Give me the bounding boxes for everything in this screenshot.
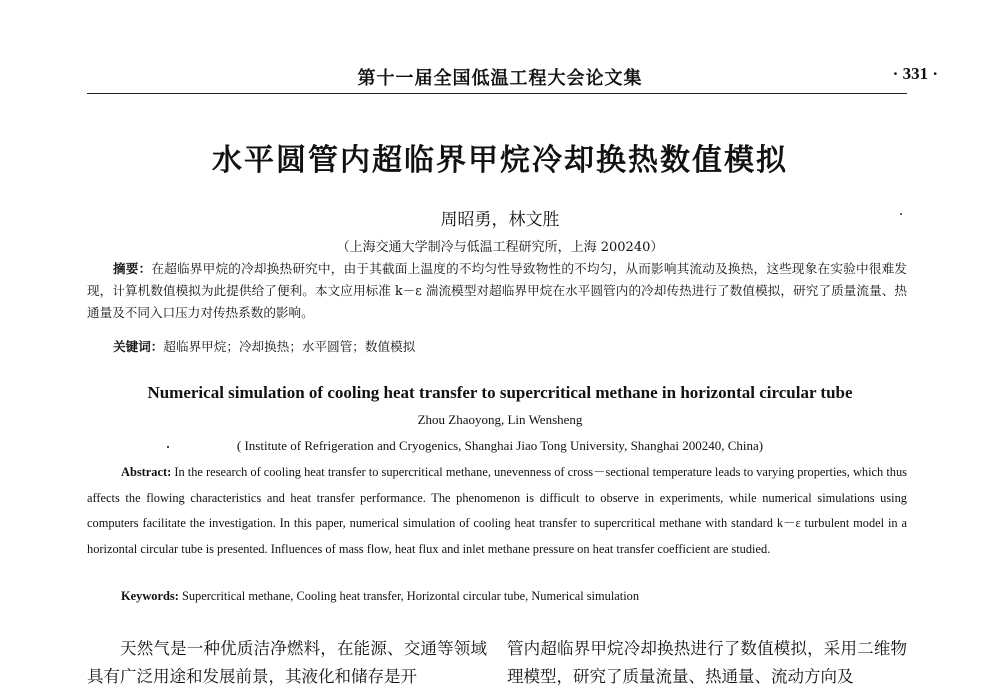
abstract-cn-text: 在超临界甲烷的冷却换热研究中，由于其截面上温度的不均匀性导致物性的不均匀，从而影响其流动及换热，这些现象在实验中很难发现，计算机数值模拟为此提供给了便利。本文应用标准 k－ε 湍流模型对超临界甲烷在水平圆管内的冷却传热进行了数值模拟，研究了质量流量、热通量及不同入口压力对传热系数的影响。 — [87, 261, 908, 320]
abstract-en-label: Abstract: — [121, 465, 172, 479]
abstract-en-paragraph — [87, 460, 907, 562]
abstract-en-text: In the research of cooling heat transfer to supercritical methane, unevenness of cross－sectional temperature leads to varying properties, which thus affects the flowing characteristics and heat transfer performance. The phenomenon is difficult to observe in experiments, while numerical simulations using computers facilitate the investigation. In this paper, numerical simulation of cooling heat transfer to supercritical methane with standard k－ε turbulent model in a horizontal circular tube is presented. Influences of mass flow, heat flux and inlet methane pressure on heat transfer coefficient are studied. — [87, 465, 907, 556]
paper-title-en: Numerical simulation of cooling heat transfer to supercritical methane in horizontal circular tube — [147, 383, 853, 402]
paper-title-cn: 水平圆管内超临界甲烷冷却换热数值模拟 — [212, 143, 788, 178]
keywords-en-text: Supercritical methane, Cooling heat transfer, Horizontal circular tube, Numerical simulation — [181, 589, 640, 603]
keywords-en-label: Keywords: — [121, 589, 179, 603]
body-column-left — [87, 635, 487, 691]
keywords-cn-text: 超临界甲烷；冷却换热；水平圆管；数值模拟 — [163, 339, 416, 354]
affiliation-en: ( Institute of Refrigeration and Cryogenics, Shanghai Jiao Tong University, Shanghai 200240, China) — [236, 438, 764, 453]
running-header-title: 第十一届全国低温工程大会论文集 — [357, 68, 643, 89]
keywords-cn — [113, 336, 903, 358]
abstract-cn-paragraph — [87, 258, 907, 324]
scan-speck — [900, 213, 902, 215]
authors-en: Zhou Zhaoyong, Lin Wensheng — [417, 412, 583, 427]
keywords-en — [121, 586, 911, 606]
abstract-en — [87, 460, 907, 562]
abstract-cn-label: 摘要： — [113, 261, 152, 276]
affiliation-cn: （上海交通大学制冷与低温工程研究所，上海 200240） — [336, 240, 664, 255]
body-column-right — [507, 635, 907, 691]
authors-cn: 周昭勇，林文胜 — [440, 210, 560, 230]
header-rule — [87, 93, 907, 94]
page-number: · 331 · — [892, 64, 938, 83]
body-paragraph: 管内超临界甲烷冷却换热进行了数值模拟，采用二维物理模型，研究了质量流量、热通量、流动方向及 — [507, 639, 907, 686]
body-paragraph: 天然气是一种优质洁净燃料，在能源、交通等领域具有广泛用途和发展前景，其液化和储存是开 — [87, 639, 487, 686]
keywords-cn-label: 关键词： — [113, 339, 164, 354]
abstract-cn — [87, 258, 907, 324]
